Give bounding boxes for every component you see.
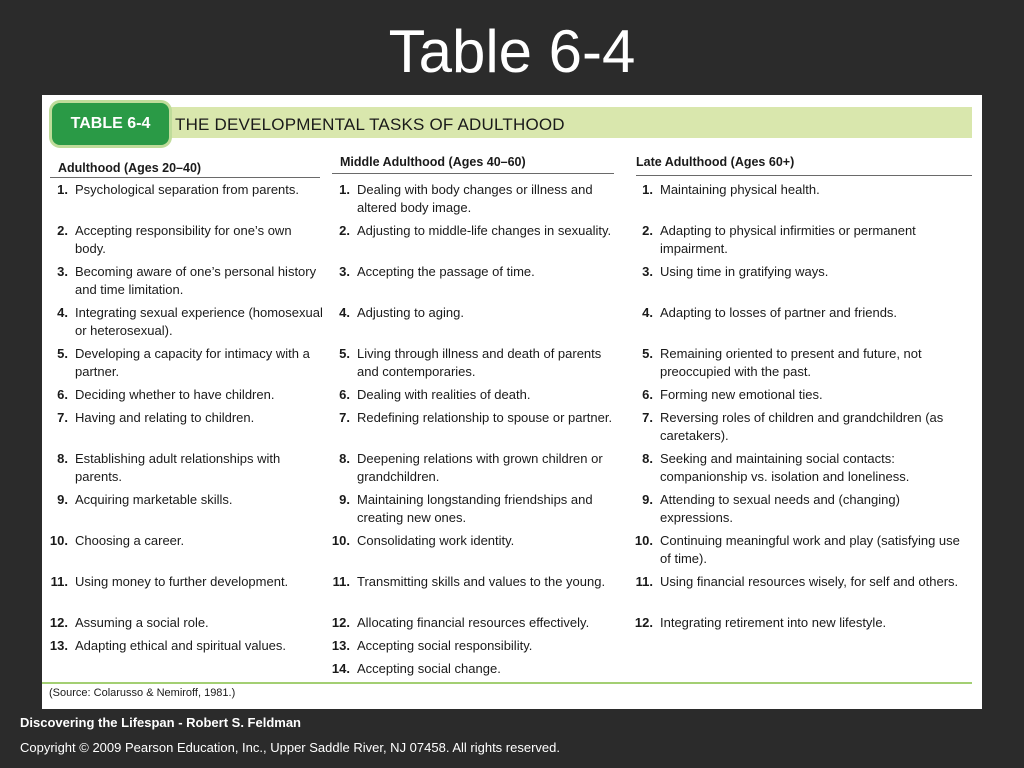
item-text: Adapting to physical infirmities or permanent impairment.: [660, 223, 916, 256]
footer-copyright: Copyright © 2009 Pearson Education, Inc., Upper Saddle River, NJ 07458. All rights reserved.: [20, 740, 560, 755]
table-row: [330, 345, 615, 381]
item-text: Using money to further development.: [75, 574, 289, 589]
item-text: Redefining relationship to spouse or partner.: [357, 410, 613, 425]
item-text: Deciding whether to have children.: [75, 387, 275, 402]
table-row: [633, 450, 960, 486]
table-row: [48, 491, 323, 509]
table-row: [633, 304, 960, 322]
item-number: 4.: [642, 305, 653, 320]
table-row: [330, 573, 615, 591]
item-number: 5.: [57, 346, 68, 361]
table-row: [330, 386, 615, 404]
item-text: Using financial resources wisely, for self and others.: [660, 574, 959, 589]
table-row: [633, 386, 960, 404]
table-row: [633, 181, 960, 199]
table-row: [48, 181, 323, 199]
item-text: Becoming aware of one’s personal history and time limitation.: [75, 264, 317, 297]
item-number: 12.: [634, 615, 653, 630]
item-number: 13.: [331, 638, 350, 653]
item-number: 8.: [642, 451, 653, 466]
item-number: 6.: [339, 387, 350, 402]
table-row: [48, 450, 323, 486]
table-row: [330, 614, 615, 632]
item-number: 3.: [642, 264, 653, 279]
item-text: Choosing a career.: [75, 533, 185, 548]
item-number: 12.: [49, 615, 68, 630]
item-text: Acquiring marketable skills.: [75, 492, 233, 507]
item-number: 10.: [634, 533, 653, 548]
item-number: 1.: [642, 182, 653, 197]
item-number: 9.: [642, 492, 653, 507]
table-row: [330, 181, 615, 217]
table-row: [330, 491, 615, 527]
item-number: 6.: [642, 387, 653, 402]
item-number: 3.: [57, 264, 68, 279]
table-row: [330, 637, 615, 655]
item-number: 8.: [57, 451, 68, 466]
item-text: Integrating retirement into new lifestyle.: [660, 615, 887, 630]
column-header-middle-adulthood: Middle Adulthood (Ages 40–60): [340, 155, 526, 169]
item-text: Transmitting skills and values to the young.: [357, 574, 606, 589]
item-text: Accepting social change.: [357, 661, 501, 676]
item-number: 8.: [339, 451, 350, 466]
item-number: 3.: [339, 264, 350, 279]
item-text: Adjusting to aging.: [357, 305, 464, 320]
item-text: Consolidating work identity.: [357, 533, 515, 548]
item-text: Accepting the passage of time.: [357, 264, 535, 279]
item-number: 5.: [339, 346, 350, 361]
table-row: [48, 304, 323, 340]
item-number: 6.: [57, 387, 68, 402]
item-text: Assuming a social role.: [75, 615, 209, 630]
table-row: [330, 222, 615, 240]
item-number: 1.: [57, 182, 68, 197]
item-text: Forming new emotional ties.: [660, 387, 823, 402]
item-number: 7.: [339, 410, 350, 425]
item-number: 7.: [642, 410, 653, 425]
item-text: Seeking and maintaining social contacts: companionship vs. isolation and loneliness.: [660, 451, 910, 484]
item-number: 9.: [339, 492, 350, 507]
item-number: 11.: [332, 574, 350, 589]
table-row: [48, 573, 323, 591]
table-row: [48, 409, 323, 427]
item-text: Dealing with realities of death.: [357, 387, 531, 402]
table-label-badge: TABLE 6-4: [52, 103, 169, 145]
item-number: 1.: [339, 182, 350, 197]
item-text: Establishing adult relationships with parents.: [75, 451, 281, 484]
table-row: [48, 263, 323, 299]
item-text: Using time in gratifying ways.: [660, 264, 829, 279]
item-number: 12.: [331, 615, 350, 630]
item-number: 9.: [57, 492, 68, 507]
item-number: 10.: [331, 533, 350, 548]
table-row: [633, 491, 960, 527]
item-text: Maintaining longstanding friendships and creating new ones.: [357, 492, 593, 525]
table-row: [48, 386, 323, 404]
item-text: Reversing roles of children and grandchildren (as caretakers).: [660, 410, 944, 443]
footer-author: Discovering the Lifespan - Robert S. Feldman: [20, 715, 301, 730]
item-number: 2.: [57, 223, 68, 238]
item-text: Adapting ethical and spiritual values.: [75, 638, 287, 653]
item-text: Developing a capacity for intimacy with a partner.: [75, 346, 310, 379]
item-text: Allocating financial resources effectively.: [357, 615, 590, 630]
table-row: [633, 532, 960, 568]
item-text: Living through illness and death of parents and contemporaries.: [357, 346, 602, 379]
column-rule-middle-adulthood: [332, 173, 614, 174]
table-row: [633, 263, 960, 281]
item-text: Accepting social responsibility.: [357, 638, 533, 653]
item-number: 7.: [57, 410, 68, 425]
item-text: Adjusting to middle-life changes in sexuality.: [357, 223, 612, 238]
item-number: 2.: [339, 223, 350, 238]
table-row: [48, 345, 323, 381]
source-citation: (Source: Colarusso & Nemiroff, 1981.): [49, 687, 236, 699]
table-row: [330, 409, 615, 427]
item-text: Psychological separation from parents.: [75, 182, 300, 197]
item-text: Dealing with body changes or illness and altered body image.: [357, 182, 593, 215]
table-row: [633, 222, 960, 258]
item-text: Integrating sexual experience (homosexual or heterosexual).: [75, 305, 323, 338]
item-number: 5.: [642, 346, 653, 361]
item-number: 4.: [339, 305, 350, 320]
table-row: [48, 637, 323, 655]
table-panel: [42, 95, 982, 709]
table-row: [48, 222, 323, 258]
source-rule: [42, 682, 972, 684]
table-row: [330, 304, 615, 322]
item-number: 2.: [642, 223, 653, 238]
item-text: Adapting to losses of partner and friends.: [660, 305, 898, 320]
table-row: [330, 450, 615, 486]
column-rule-late-adulthood: [636, 175, 972, 176]
column-header-adulthood: Adulthood (Ages 20–40): [58, 161, 202, 175]
item-text: Having and relating to children.: [75, 410, 255, 425]
item-text: Remaining oriented to present and future, not preoccupied with the past.: [660, 346, 922, 379]
table-row: [633, 573, 960, 591]
table-row: [633, 345, 960, 381]
item-number: 11.: [50, 574, 68, 589]
table-row: [633, 614, 960, 632]
item-number: 13.: [49, 638, 68, 653]
slide-title: Table 6-4: [388, 18, 636, 85]
item-number: 4.: [57, 305, 68, 320]
item-text: Maintaining physical health.: [660, 182, 820, 197]
table-row: [330, 532, 615, 550]
column-header-late-adulthood: Late Adulthood (Ages 60+): [636, 155, 795, 169]
item-text: Continuing meaningful work and play (satisfying use of time).: [660, 533, 960, 566]
item-number: 11.: [635, 574, 653, 589]
item-text: Deepening relations with grown children or grandchildren.: [357, 451, 603, 484]
item-number: 14.: [331, 661, 350, 676]
table-row: [633, 409, 960, 445]
item-number: 10.: [49, 533, 68, 548]
column-rule-adulthood: [50, 177, 320, 178]
table-row: [330, 660, 615, 678]
table-row: [48, 532, 323, 550]
table-row: [330, 263, 615, 281]
table-heading: THE DEVELOPMENTAL TASKS OF ADULTHOOD: [175, 115, 565, 134]
table-row: [48, 614, 323, 632]
item-text: Attending to sexual needs and (changing) expressions.: [660, 492, 900, 525]
item-text: Accepting responsibility for one’s own body.: [75, 223, 292, 256]
